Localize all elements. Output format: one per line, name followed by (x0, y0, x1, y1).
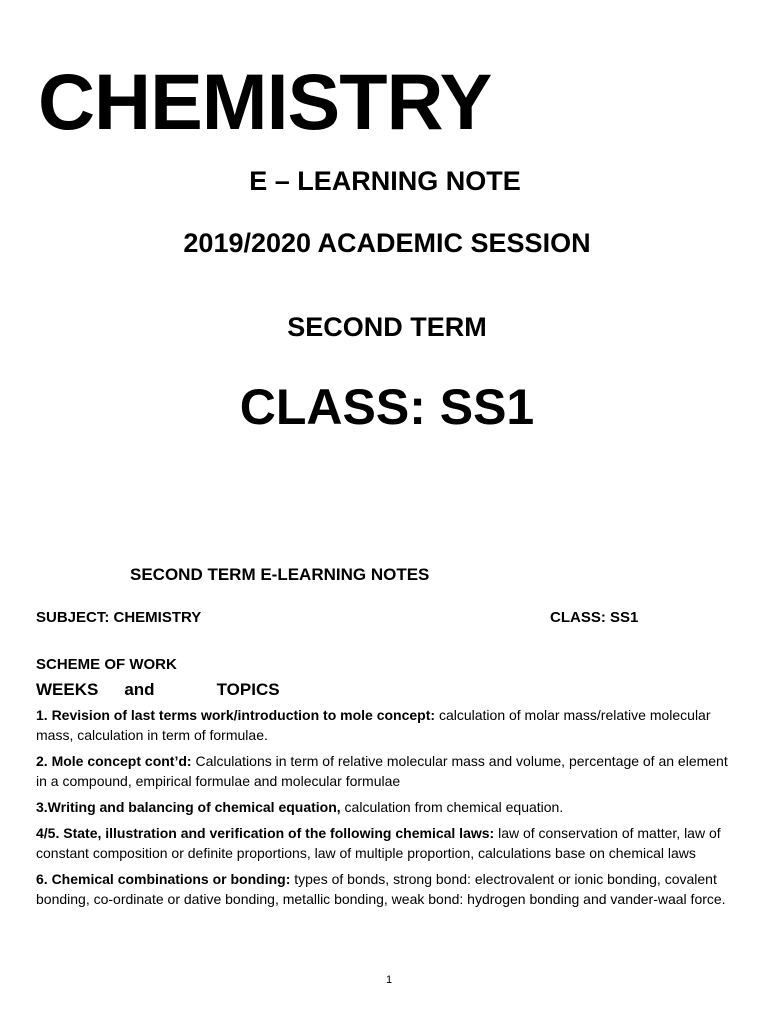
topic-title: 4/5. State, illustration and verification of the following chemical laws: (36, 825, 495, 841)
weeks-topics-header (36, 680, 280, 700)
topic-item (36, 823, 736, 863)
topic-title: 1. Revision of last terms work/introduction to mole concept: (36, 707, 436, 723)
document-title: CHEMISTRY (38, 57, 492, 146)
topics-list (36, 705, 736, 915)
and-label: and (124, 680, 155, 699)
topic-title: 2. Mole concept cont’d: (36, 753, 192, 769)
e-learning-note-heading: E – LEARNING NOTE (249, 166, 521, 196)
notes-heading: SECOND TERM E-LEARNING NOTES (130, 565, 430, 584)
topics-column-label: TOPICS (216, 680, 280, 699)
topic-item (36, 705, 736, 745)
topic-item (36, 797, 736, 817)
term-heading: SECOND TERM (287, 312, 487, 342)
topic-item (36, 751, 736, 791)
scheme-of-work-heading: SCHEME OF WORK (36, 656, 177, 673)
topic-description: Calculations in term of relative molecular mass and volume, percentage of an element in a compound, empirical formulae and molecular formulae (36, 753, 728, 789)
topic-description: types of bonds, strong bond: electrovalent or ionic bonding, covalent bonding, co-ordinate or dative bonding, metallic bonding, weak bond: hydrogen bonding and vander-waal force. (36, 871, 726, 907)
academic-session-heading: 2019/2020 ACADEMIC SESSION (183, 228, 591, 258)
topic-title: 6. Chemical combinations or bonding: (36, 871, 291, 887)
subject-label: SUBJECT: CHEMISTRY (36, 609, 202, 626)
topic-description: calculation of molar mass/relative molecular mass, calculation in term of formulae. (36, 707, 711, 743)
weeks-column-label: WEEKS (36, 680, 99, 699)
topic-description: law of conservation of matter, law of constant composition or definite proportions, law of multiple proportion, calculations base on chemical laws (36, 825, 721, 861)
class-heading: CLASS: SS1 (239, 379, 535, 435)
topic-item (36, 869, 736, 909)
topic-description: calculation from chemical equation. (340, 799, 564, 815)
topic-title: 3.Writing and balancing of chemical equation, (36, 799, 341, 815)
page-number: 1 (385, 974, 393, 986)
class-label: CLASS: SS1 (550, 609, 639, 626)
